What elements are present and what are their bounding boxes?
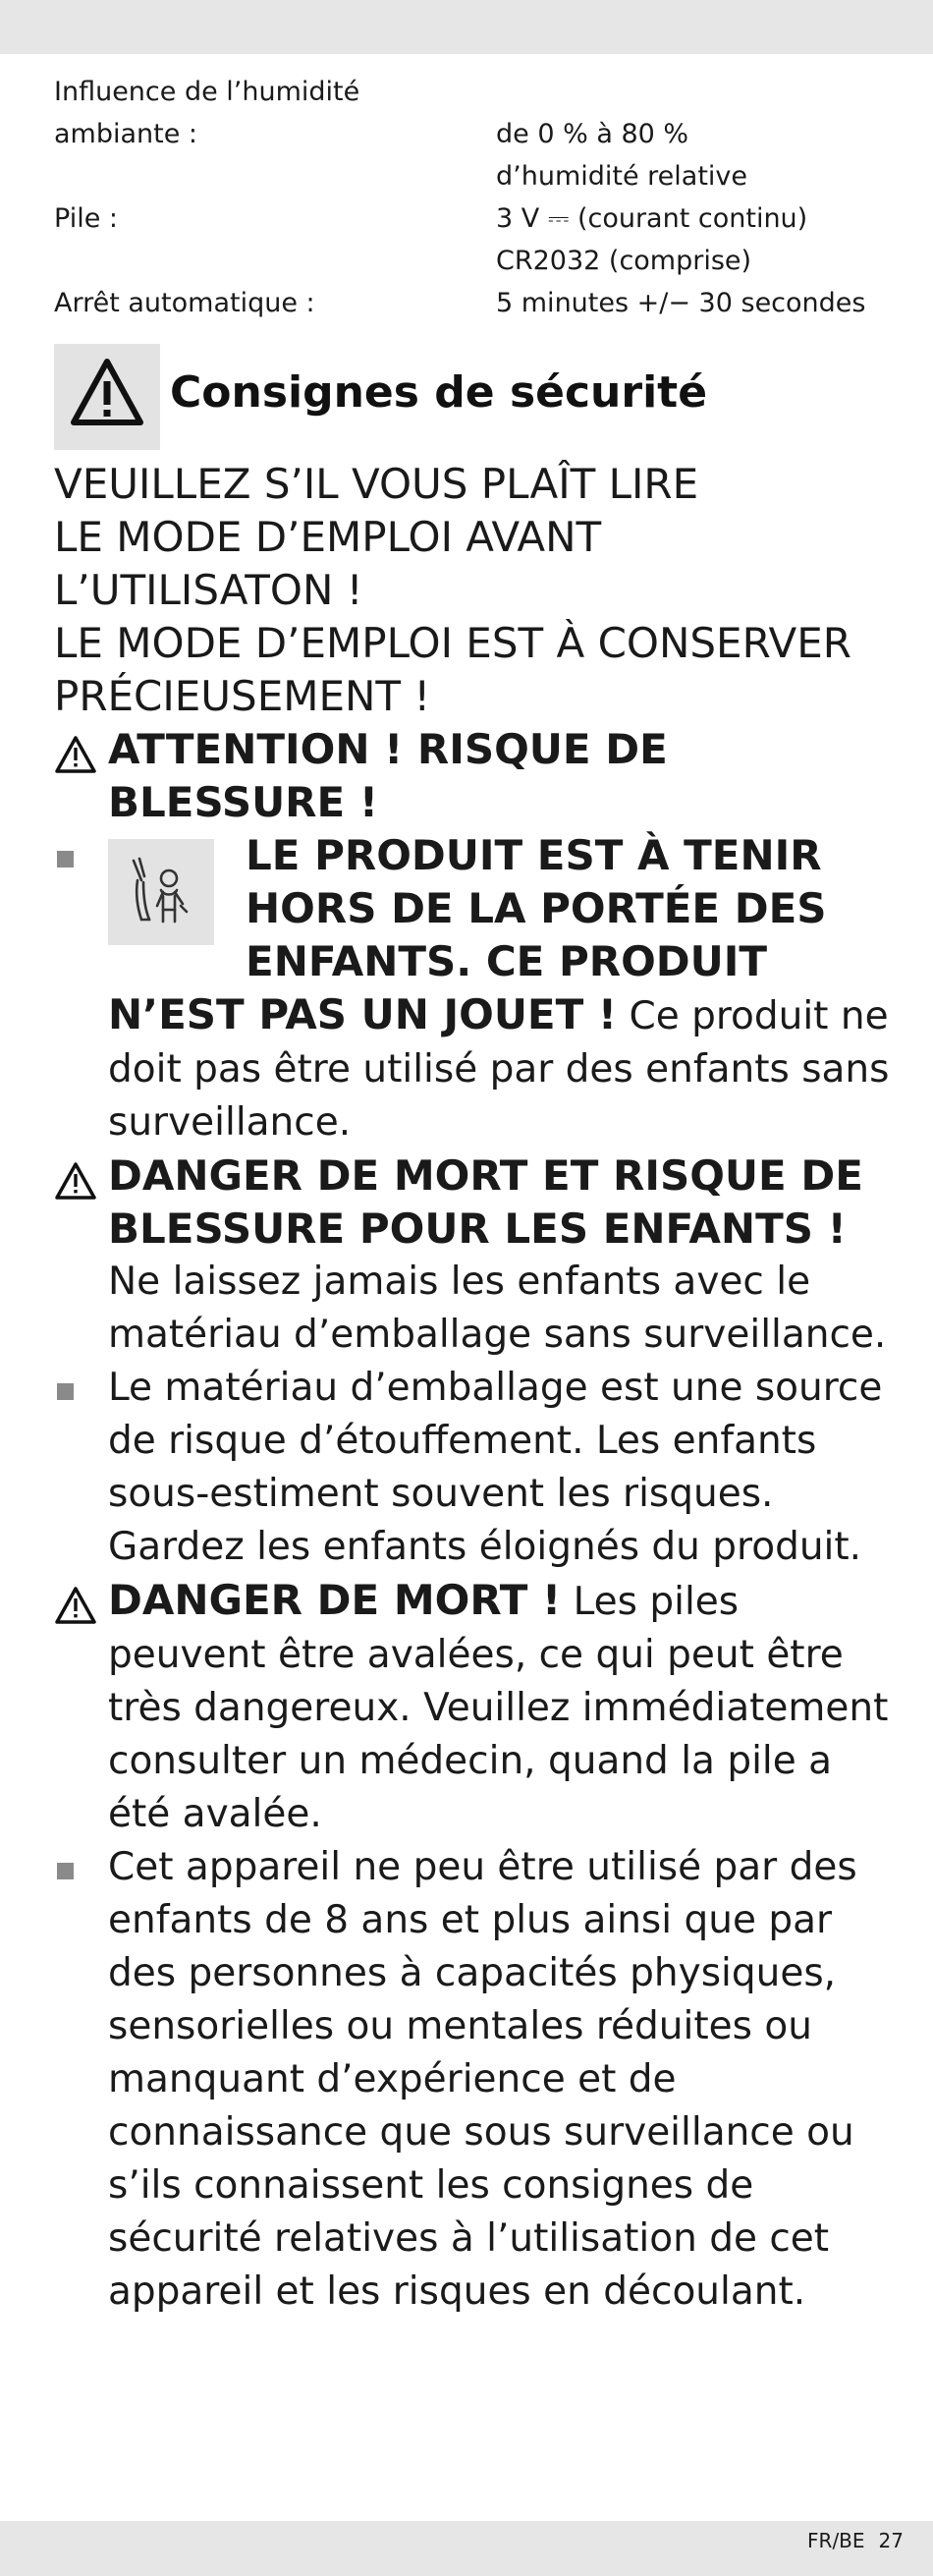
- bullet-icon: [57, 1383, 74, 1400]
- warning-icon: [54, 735, 97, 774]
- bullet-icon: [57, 851, 74, 868]
- bullet-children: [54, 829, 894, 1149]
- spec-label: ambiante :: [54, 119, 198, 149]
- spec-value: CR2032 (comprise): [496, 246, 752, 276]
- spec-row: [54, 240, 899, 282]
- intro-notice: [54, 458, 894, 723]
- warning-injury: [54, 723, 894, 829]
- death-paragraph: [108, 1574, 894, 1841]
- spec-value: d’humidité relative: [496, 161, 748, 192]
- spec-label: Pile :: [54, 203, 118, 234]
- intro-line: VEUILLEZ S’IL VOUS PLAÎT LIRE: [54, 460, 699, 508]
- children-heading: LE PRODUIT EST À TENIR HORS DE LA PORTÉE DES ENFANTS. CE PRODUIT N’EST PAS UN JOUET !: [108, 831, 827, 1038]
- warning-death: [54, 1574, 894, 1841]
- warning-heading: ATTENTION ! RISQUE DE BLESSURE !: [108, 725, 668, 826]
- bullet-usage: [54, 1841, 894, 2319]
- specs-table: [54, 71, 899, 324]
- top-bar: [0, 0, 933, 54]
- spec-row: [54, 71, 899, 113]
- warning-death-children: [54, 1149, 894, 1362]
- warning-icon: [54, 1161, 97, 1201]
- warning-icon: [54, 1586, 97, 1625]
- warning-heading: DANGER DE MORT ET RISQUE DE BLESSURE POUR LES ENFANTS !: [108, 1151, 863, 1253]
- bottom-bar: [0, 2521, 933, 2576]
- spec-row: [54, 155, 899, 197]
- bullet-packaging: [54, 1362, 894, 1574]
- spec-value: de 0 % à 80 %: [496, 119, 689, 149]
- warning-text: Les piles peuvent être avalées, ce qui peut être très dangereux. Veuillez immédiatement consulter un médecin, quand la pile a été avalée.: [108, 1580, 889, 1836]
- child-warning-icon: [108, 839, 214, 945]
- children-text: Ce produit ne doit pas être utilisé par des enfants sans surveillance.: [108, 994, 890, 1145]
- spec-label: Influence de l’humidité: [54, 77, 360, 107]
- locale-label: FR/BE: [807, 2529, 865, 2552]
- usage-text: Cet appareil ne peu être utilisé par des enfants de 8 ans et plus ainsi que par des personnes à capacités physiques, sensorielles ou mentales réduites ou manquant d’expérience et de connaissance que sous surveillance ou s’ils connaissent les consignes de sécurité relatives à l’utilisation de cet appareil et les risques en découlant.: [108, 1845, 857, 2314]
- intro-line: LE MODE D’EMPLOI EST À CONSERVER: [54, 619, 851, 667]
- section-title: Consignes de sécurité: [170, 367, 708, 418]
- packaging-text: Le matériau d’emballage est une source de risque d’étouffement. Les enfants sous-estiment souvent les risques. Gardez les enfants éloignés du produit.: [108, 1366, 883, 1569]
- safety-content: [54, 458, 894, 2319]
- intro-line: LE MODE D’EMPLOI AVANT: [54, 513, 602, 561]
- spec-row: [54, 113, 899, 155]
- warning-heading: DANGER DE MORT !: [108, 1576, 562, 1624]
- spec-row: [54, 282, 899, 324]
- spec-value: 5 minutes +/− 30 secondes: [496, 288, 866, 318]
- intro-line: L’UTILISATON !: [54, 566, 363, 614]
- page-footer: [807, 2529, 904, 2552]
- bullet-icon: [57, 1863, 74, 1879]
- spec-row: [54, 197, 899, 240]
- children-paragraph: [108, 829, 894, 1149]
- intro-line: PRÉCIEUSEMENT !: [54, 672, 431, 720]
- spec-value: 3 V ⎓ (courant continu): [496, 203, 808, 234]
- page-number: 27: [878, 2529, 904, 2552]
- warning-triangle-icon: [54, 344, 160, 450]
- warning-text: Ne laissez jamais les enfants avec le matériau d’emballage sans surveillance.: [108, 1260, 887, 1357]
- spec-label: Arrêt automatique :: [54, 288, 315, 318]
